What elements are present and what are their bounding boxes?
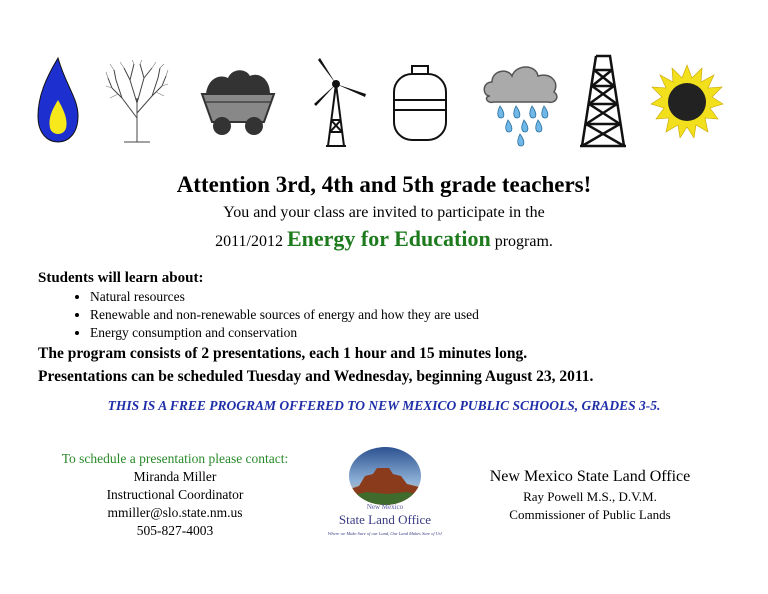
propane-tank-icon	[390, 64, 450, 144]
office-block	[465, 468, 715, 523]
contact-block	[30, 450, 320, 540]
logo-top-text: New Mexico	[366, 503, 404, 511]
office-role: Commissioner of Public Lands	[509, 507, 671, 522]
program-name: Energy for Education	[286, 226, 491, 251]
state-land-office-logo	[305, 440, 455, 545]
logo-main-text: State Land Office	[338, 512, 432, 527]
list-item: • Energy consumption and conservation	[90, 324, 479, 342]
tree-icon	[104, 58, 170, 144]
program-year: 2011/2012	[215, 233, 283, 250]
energy-icon-row	[0, 50, 768, 150]
contact-email[interactable]: mmiller@slo.state.nm.us	[107, 505, 243, 520]
contact-heading: To schedule a presentation please contact:	[61, 451, 289, 466]
coal-cart-icon	[198, 64, 278, 138]
details-line-1: The program consists of 2 presentations, each 1 hour and 15 minutes long.	[38, 345, 528, 362]
list-item: • Renewable and non-renewable sources of energy and how they are used	[90, 306, 479, 324]
wind-turbine-icon	[306, 54, 368, 150]
learn-list	[38, 288, 479, 342]
contact-title: Instructional Coordinator	[106, 487, 244, 502]
contact-phone: 505-827-4003	[136, 523, 214, 538]
list-item: • Natural resources	[90, 288, 479, 306]
invite-line: You and your class are invited to participate in the	[223, 204, 545, 221]
program-suffix: program.	[494, 233, 553, 250]
office-name: New Mexico State Land Office	[489, 468, 691, 485]
office-person: Ray Powell M.S., D.V.M.	[523, 489, 657, 504]
contact-name: Miranda Miller	[133, 469, 217, 484]
headline: Attention 3rd, 4th and 5th grade teachers!	[176, 172, 592, 197]
free-notice: THIS IS A FREE PROGRAM OFFERED TO NEW MEXICO PUBLIC SCHOOLS, GRADES 3-5.	[107, 398, 661, 413]
learn-heading: Students will learn about:	[38, 270, 204, 286]
oil-derrick-icon	[578, 54, 628, 150]
natural-gas-flame-icon	[36, 56, 80, 144]
rain-cloud-icon	[480, 62, 562, 148]
sun-icon	[650, 64, 724, 138]
program-line	[0, 226, 768, 252]
logo-motto: Where we Make Sure of our Land, Our Land Makes Sure of Us!	[327, 531, 443, 536]
mesa-landscape-icon	[347, 446, 423, 506]
details-line-2: Presentations can be scheduled Tuesday and Wednesday, beginning August 23, 2011.	[38, 368, 594, 385]
